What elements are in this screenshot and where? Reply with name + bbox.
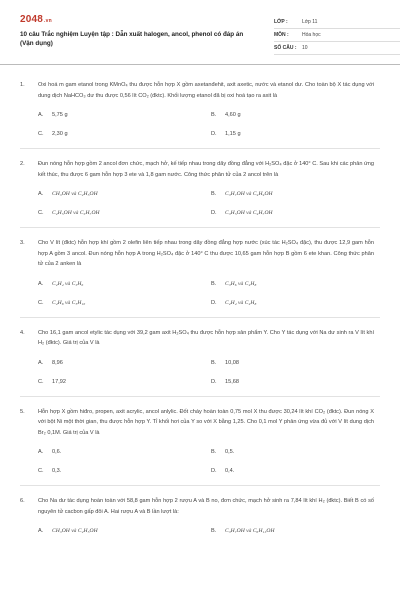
question-number: 6.: [20, 498, 25, 504]
option-label: A.: [38, 191, 44, 197]
option-text: 0,3.: [52, 468, 62, 474]
option-b[interactable]: [211, 447, 371, 457]
meta-row-class: [274, 16, 400, 29]
question-text: Đun nóng hỗn hợp gồm 2 ancol đơn chức, mạch hở, kế tiếp nhau trong dãy đồng đẳng với H₂SO₄ đặc ở 140° C. Sau khi các phản ứng kết thúc, thu được 6 gam hỗn hợp 3 ete và 1,8 gam nước. Công thức phân tử của 2 ancol trên là: [38, 161, 374, 178]
question-text: Hỗn hợp X gồm hiđro, propen, axit acrylic, ancol anlylic. Đốt cháy hoàn toàn 0,75 mol X thu được 30,24 lít khí CO₂ (đktc). Đun nóng X với bột Ni một thời gian, thu được hỗn hợp Y. Tỉ khối hơi của Y so với X bằng 1,25. Cho 0,1 mol Y phản ứng vừa đủ với V lít dung dịch Br₂ 0,1M. Giá trị của V là: [38, 408, 374, 436]
option-label: A.: [38, 449, 44, 455]
question-3: [20, 238, 380, 308]
option-a[interactable]: [38, 279, 211, 289]
question-divider: [20, 227, 380, 228]
option-label: A.: [38, 112, 44, 118]
question-text: Cho 16,1 gam ancol etylic tác dụng với 39,2 gam axit H₂SO₄ thu được hỗn hợp sản phẩm Y. Cho Y tác dụng với Na dư sinh ra V lít khí H₂ (đktc). Giá trị của V là: [38, 329, 374, 346]
option-c[interactable]: [38, 208, 211, 218]
option-b[interactable]: [211, 358, 371, 368]
option-label: A.: [38, 359, 44, 366]
option-text: 17,92: [52, 378, 66, 385]
question-text: Cho V lít (đktc) hỗn hợp khí gồm 2 olefin liên tiếp nhau trong dãy đồng đẳng hợp nước (xúc tác H₂SO₄ đặc), thu được 12,9 gam hỗn hợp A gồm 3 ancol. Đun nóng hỗn hợp A trong H₂SO₄ đặc ở 140° C thu được 10,65 gam hỗn hợp B gồm 6 ete khan. Công thức phân tử của 2 anken là: [38, 240, 374, 267]
option-label: C.: [38, 299, 44, 306]
option-label: C.: [38, 210, 44, 216]
site-logo[interactable]: [20, 14, 52, 25]
option-c[interactable]: [38, 377, 211, 387]
answer-options: [38, 447, 380, 476]
question-text: Cho Na dư tác dụng hoàn toàn với 58,8 gam hỗn hợp 2 rượu A và B no, đơn chức, mạch hở sinh ra 7,84 lít khí H₂ (đktc). Biết B có số nguyên tử cacbon gấp đôi A. Hai rượu A và B lần lượt là:: [38, 498, 374, 515]
question-number: 3.: [20, 240, 25, 246]
option-text: 4,60 g: [225, 112, 241, 118]
option-b[interactable]: [211, 526, 371, 536]
answer-options: [38, 358, 380, 387]
option-a[interactable]: [38, 110, 211, 120]
option-text: 0,4.: [225, 468, 235, 474]
answer-options: [38, 189, 380, 218]
option-d[interactable]: [211, 466, 371, 476]
option-text: 2,30 g: [52, 131, 68, 137]
option-label: B.: [211, 280, 217, 287]
meta-value: Lớp 11: [302, 19, 318, 25]
option-label: D.: [211, 210, 217, 216]
option-text: C₃H₇OH và C₄H₉OH: [225, 191, 273, 197]
option-text: C₂H₄ và C₄H₈: [225, 299, 257, 306]
option-d[interactable]: [211, 208, 371, 218]
option-text: C₃H₅OH và C₄H₇OH: [225, 210, 273, 216]
option-label: C.: [38, 131, 44, 137]
question-text: Oxi hoá m gam etanol trong KMnO₄ thu được hỗn hợp X gồm axetanđehit, axit axetic, nước và etanol dư. Cho toàn bộ X tác dụng với dung dịch NaHCO₃ dư thu được 0,56 lít CO₂ (đktc). Khối lượng etanol đã bị oxi hoá tạo ra axit là: [38, 82, 374, 99]
option-label: B.: [211, 528, 217, 534]
option-a[interactable]: [38, 189, 211, 199]
option-label: A.: [38, 280, 44, 287]
option-text: C₄H₈ và C₅H₁₀: [52, 299, 86, 306]
meta-key: SỐ CÂU :: [274, 45, 297, 51]
document-meta: [274, 16, 400, 55]
question-2: [20, 159, 380, 218]
question-number: 5.: [20, 408, 25, 415]
question-4: [20, 328, 380, 387]
option-text: 5,75 g: [52, 112, 68, 118]
option-d[interactable]: [211, 129, 371, 139]
option-a[interactable]: [38, 358, 211, 368]
option-label: B.: [211, 112, 217, 118]
answer-options: [38, 110, 380, 139]
option-label: D.: [211, 378, 217, 385]
option-label: D.: [211, 299, 217, 306]
option-text: 10,08: [225, 359, 239, 366]
question-divider: [20, 396, 380, 397]
question-divider: [20, 148, 380, 149]
option-label: B.: [211, 359, 217, 366]
option-label: B.: [211, 191, 217, 197]
option-d[interactable]: [211, 298, 371, 308]
question-5: [20, 407, 380, 477]
option-text: C₂H₅OH và C₃H₇OH: [52, 210, 100, 216]
option-c[interactable]: [38, 129, 211, 139]
option-label: B.: [211, 449, 217, 455]
option-b[interactable]: [211, 189, 371, 199]
option-text: CH₃OH và C₂H₅OH: [52, 191, 98, 197]
option-text: 15,68: [225, 378, 239, 385]
option-a[interactable]: [38, 447, 211, 457]
option-d[interactable]: [211, 377, 371, 387]
option-text: 0,5.: [225, 449, 235, 455]
meta-row-subject: [274, 29, 400, 42]
option-text: C₃H₆ và C₄H₈: [225, 280, 257, 287]
question-number: 1.: [20, 82, 25, 88]
option-b[interactable]: [211, 110, 371, 120]
option-label: D.: [211, 131, 217, 137]
document-header: [20, 12, 380, 64]
meta-key: LỚP :: [274, 19, 288, 25]
option-b[interactable]: [211, 279, 371, 289]
document-title: 10 câu Trắc nghiệm Luyện tập : Dẫn xuất halogen, ancol, phenol có đáp án (Vận dụng): [20, 31, 244, 47]
meta-value: 10: [302, 45, 308, 51]
logo-suffix: .vn: [44, 18, 52, 24]
option-label: C.: [38, 378, 44, 385]
question-number: 4.: [20, 329, 25, 336]
option-label: D.: [211, 468, 217, 474]
option-text: 1,15 g: [225, 131, 241, 137]
answer-options: [38, 279, 380, 308]
answer-options: [38, 526, 380, 536]
logo-brand: 2048: [20, 14, 44, 25]
option-text: C₃H₇OH và C₆H₁₃OH: [225, 528, 275, 534]
option-text: CH₃OH và C₂H₅OH: [52, 528, 98, 534]
question-divider: [20, 317, 380, 318]
option-a[interactable]: [38, 526, 211, 536]
option-label: C.: [38, 468, 44, 474]
option-text: C₂H₄ và C₃H₆: [52, 280, 84, 287]
meta-value: Hóa học: [302, 32, 321, 38]
option-c[interactable]: [38, 466, 211, 476]
question-divider: [20, 485, 380, 486]
meta-key: MÔN :: [274, 32, 289, 38]
question-number: 2.: [20, 161, 25, 167]
option-label: A.: [38, 528, 44, 534]
question-list: [20, 80, 380, 536]
question-6: [20, 496, 380, 536]
option-text: 8,96: [52, 359, 63, 366]
question-1: [20, 80, 380, 139]
option-text: 0,6.: [52, 449, 62, 455]
header-divider: [0, 64, 400, 65]
meta-row-count: [274, 42, 400, 55]
option-c[interactable]: [38, 298, 211, 308]
